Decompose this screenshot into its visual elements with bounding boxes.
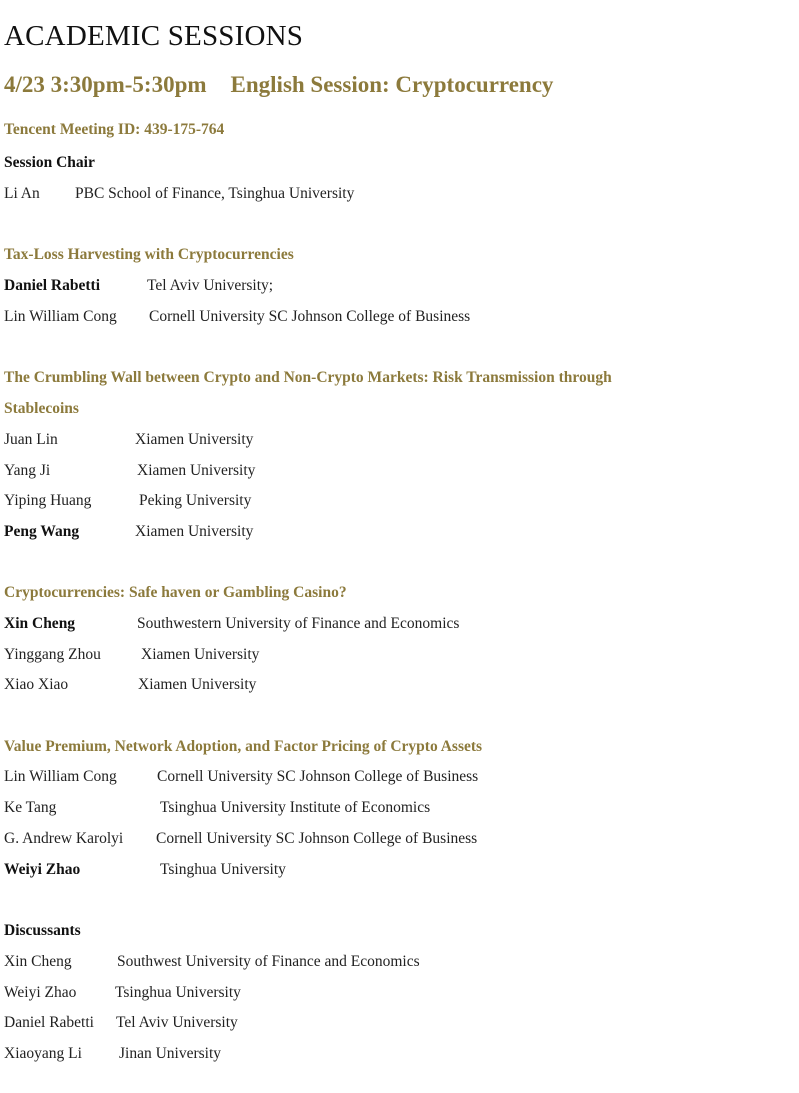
session-name: English Session: Cryptocurrency — [230, 72, 554, 97]
author-affiliation: Cornell University SC Johnson College of Business — [149, 308, 471, 325]
session-header — [4, 72, 553, 98]
author-name: Lin William Cong — [4, 768, 117, 785]
author-name: Lin William Cong — [4, 308, 117, 325]
page-title: ACADEMIC SESSIONS — [4, 20, 304, 52]
paper-title: Tax-Loss Harvesting with Cryptocurrencies — [4, 246, 294, 263]
session-time: 4/23 3:30pm-5:30pm — [4, 72, 207, 97]
paper-title-line: Stablecoins — [4, 400, 79, 417]
discussant-affiliation: Southwest University of Finance and Economics — [117, 953, 420, 970]
author-affiliation: Southwestern University of Finance and Economics — [137, 615, 460, 632]
discussant-affiliation: Tel Aviv University — [116, 1014, 238, 1031]
author-affiliation: Xiamen University — [135, 523, 254, 540]
author-affiliation: Tsinghua University Institute of Economics — [160, 799, 431, 816]
paper-title: Value Premium, Network Adoption, and Factor Pricing of Crypto Assets — [4, 738, 483, 755]
author-name: Yang Ji — [4, 462, 51, 479]
paper-title: Cryptocurrencies: Safe haven or Gambling Casino? — [4, 584, 347, 601]
author-name: Daniel Rabetti — [4, 277, 101, 294]
chair-affiliation: PBC School of Finance, Tsinghua University — [75, 185, 355, 202]
chair-name: Li An — [4, 185, 40, 202]
author-name: Juan Lin — [4, 431, 58, 448]
author-affiliation: Tel Aviv University; — [147, 277, 274, 294]
discussants-label: Discussants — [4, 922, 81, 939]
author-affiliation: Xiamen University — [138, 676, 257, 693]
author-name: Ke Tang — [4, 799, 57, 816]
discussant-name: Xiaoyang Li — [4, 1045, 82, 1062]
author-affiliation: Xiamen University — [141, 646, 260, 663]
author-name: Xin Cheng — [4, 615, 76, 632]
session-chair-label: Session Chair — [4, 154, 95, 171]
author-name: Peng Wang — [4, 523, 80, 540]
paper-title-line: The Crumbling Wall between Crypto and Non-Crypto Markets: Risk Transmission through — [4, 369, 612, 386]
author-name: Xiao Xiao — [4, 676, 69, 693]
discussant-name: Xin Cheng — [4, 953, 72, 970]
author-name: G. Andrew Karolyi — [4, 830, 124, 847]
author-name: Yinggang Zhou — [4, 646, 101, 663]
author-affiliation: Cornell University SC Johnson College of Business — [156, 830, 478, 847]
author-name: Yiping Huang — [4, 492, 92, 509]
meeting-id: Tencent Meeting ID: 439-175-764 — [4, 121, 225, 138]
discussant-name: Daniel Rabetti — [4, 1014, 94, 1031]
author-affiliation: Tsinghua University — [160, 861, 286, 878]
author-affiliation: Peking University — [139, 492, 252, 509]
author-affiliation: Cornell University SC Johnson College of Business — [157, 768, 479, 785]
author-affiliation: Xiamen University — [137, 462, 256, 479]
author-affiliation: Xiamen University — [135, 431, 254, 448]
discussant-affiliation: Tsinghua University — [115, 984, 241, 1001]
discussant-name: Weiyi Zhao — [4, 984, 77, 1001]
author-name: Weiyi Zhao — [4, 861, 81, 878]
discussant-affiliation: Jinan University — [119, 1045, 222, 1062]
